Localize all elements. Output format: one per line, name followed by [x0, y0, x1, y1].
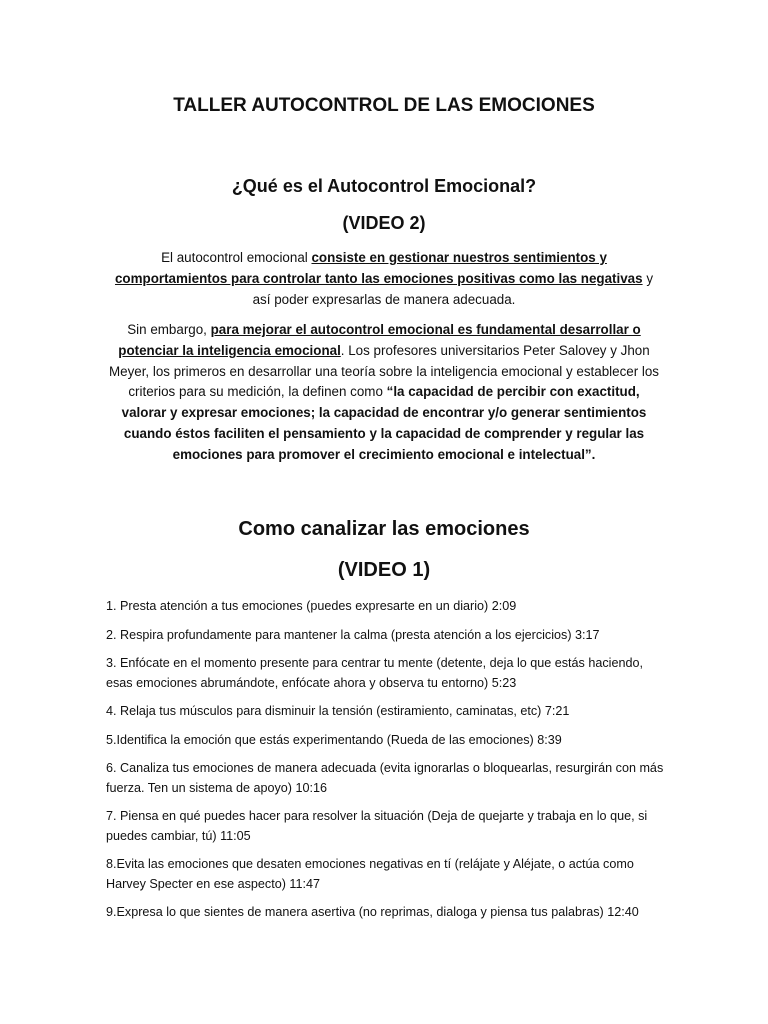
section-video-label: (VIDEO 2)	[342, 213, 426, 233]
paragraph-emotional-intelligence	[105, 320, 663, 466]
bold-quote: “la capacidad de percibir con exactitud, valorar y expresar emociones; la capacidad de encontrar y/o generar sentimientos cuando éstos faciliten el pensamiento y la capacidad de comprender y regular las emociones para promover el crecimiento emocional e intelectual”.	[121, 384, 647, 462]
section-heading-canalizar: Como canalizar las emociones	[238, 518, 530, 540]
section-video-label: (VIDEO 1)	[337, 559, 431, 581]
list-item: 1. Presta atención a tus emociones (puedes expresarte en un diario) 2:09	[106, 599, 517, 613]
list-item: 3. Enfócate en el momento presente para centrar tu mente (detente, deja lo que estás haciendo, esas emociones abrumándote, enfócate ahora y observa tu entorno) 5:23	[106, 656, 643, 690]
steps-list	[106, 597, 666, 932]
paragraph-text: Sin embargo,	[127, 322, 211, 337]
list-item: 2. Respira profundamente para mantener la calma (presta atención a los ejercicios) 3:17	[106, 627, 600, 642]
paragraph-text: . Los profesores universitarios Peter Salovey y Jhon Meyer, los primeros en desarrollar una teoría sobre la inteligencia emocional y establecer los criterios para su medición, la definen como	[108, 342, 660, 400]
list-item: 6. Canaliza tus emociones de manera adecuada (evita ignorarlas o bloquearlas, resurgirán con más fuerza. Ten un sistema de apoyo) 10:16	[106, 761, 664, 795]
list-item: 4. Relaja tus músculos para disminuir la tensión (estiramiento, caminatas, etc) 7:21	[106, 704, 570, 718]
paragraph-text: El autocontrol emocional	[161, 250, 312, 265]
paragraph-definition	[105, 248, 663, 310]
underlined-text: para mejorar el autocontrol emocional es fundamental desarrollar o potenciar la inteligencia emocional	[118, 322, 641, 358]
list-item: 9.Expresa lo que sientes de manera asertiva (no reprimas, dialoga y piensa tus palabras) 12:40	[106, 905, 639, 919]
paragraph-text: y así poder expresarlas de manera adecuada.	[252, 270, 654, 307]
list-item: 5.Identifica la emoción que estás experimentando (Rueda de las emociones) 8:39	[106, 732, 562, 747]
list-item: 7. Piensa en qué puedes hacer para resolver la situación (Deja de quejarte y trabaja en lo que, si puedes cambiar, tú) 11:05	[106, 809, 648, 843]
underlined-text: consiste en gestionar nuestros sentimientos y comportamientos para controlar tanto las emociones positivas como las negativas	[114, 250, 643, 286]
section-heading-autocontrol: ¿Qué es el Autocontrol Emocional?	[231, 176, 537, 196]
list-item: 8.Evita las emociones que desaten emociones negativas en tí (relájate y Aléjate, o actúa como Harvey Specter en ese aspecto) 11:47	[106, 857, 634, 891]
document-title: TALLER AUTOCONTROL DE LAS EMOCIONES	[173, 95, 595, 116]
